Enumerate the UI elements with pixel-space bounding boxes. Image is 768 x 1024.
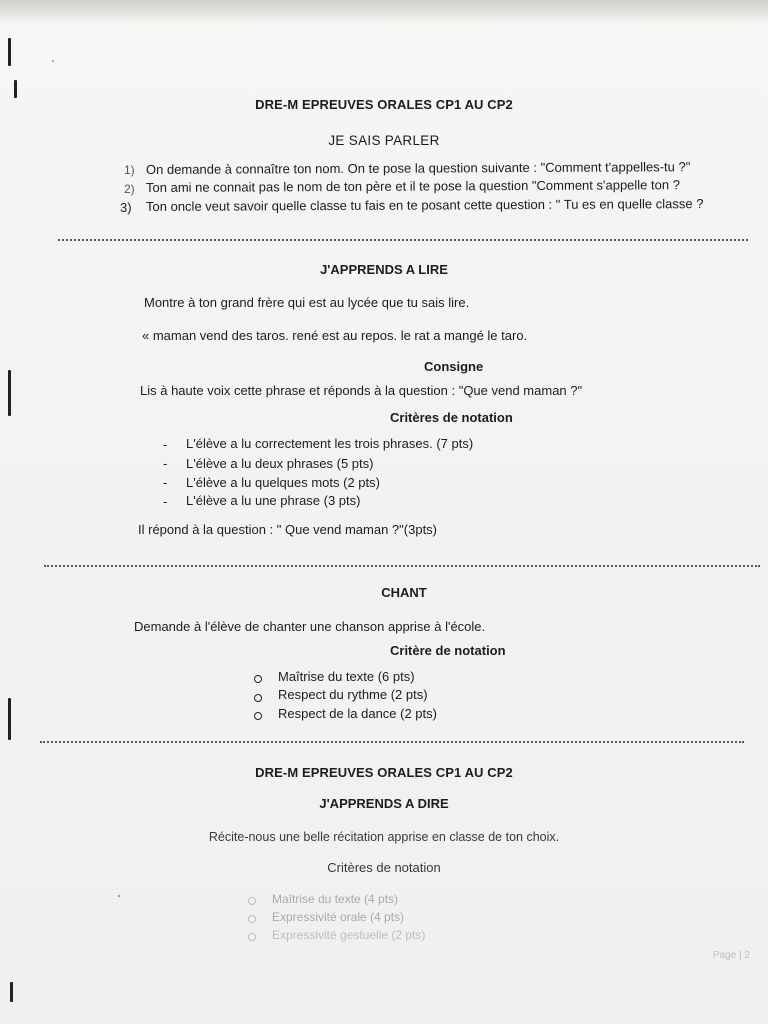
dire-criteria-item: Expressivité gestuelle (2 pts) (272, 928, 426, 942)
section-divider (58, 239, 748, 241)
question-line: Il répond à la question : " Que vend maman ?"(3pts) (138, 522, 438, 537)
dash-bullet: - (163, 494, 168, 509)
question-item: Ton oncle veut savoir quelle classe tu fais en te posant cette question : " Tu es en quelle classe ? (145, 196, 704, 214)
scan-speck (118, 895, 120, 897)
scan-speck (52, 60, 54, 62)
dire-instruction: Récite-nous une belle récitation apprise en classe de ton choix. (208, 830, 560, 844)
question-item: Ton ami ne connait pas le nom de ton père et il te pose la question "Comment s'appelle ton ? (145, 177, 680, 195)
criteria-item: L'élève a lu une phrase (3 pts) (186, 493, 361, 508)
circle-bullet (248, 915, 256, 923)
circle-bullet (254, 712, 262, 720)
criteria-item: L'élève a lu deux phrases (5 pts) (186, 456, 374, 471)
dash-bullet: - (163, 475, 168, 490)
dire-criteria-item: Maîtrise du texte (4 pts) (272, 892, 399, 906)
scan-mark (8, 38, 11, 66)
scan-mark (14, 80, 17, 98)
chant-criteria-title: Critère de notation (390, 643, 506, 658)
section-divider (44, 565, 760, 567)
chant-instruction: Demande à l'élève de chanter une chanson apprise à l'école. (134, 619, 486, 634)
item-number: 2) (124, 182, 135, 196)
dire-criteria-title: Critères de notation (327, 860, 441, 875)
criteria-title: Critères de notation (390, 410, 513, 425)
scan-mark (8, 370, 11, 416)
scan-mark (8, 698, 11, 740)
criteria-item: L'élève a lu correctement les trois phrases. (7 pts) (186, 436, 474, 451)
page-top-shadow (0, 0, 768, 24)
chant-criteria-item: Maîtrise du texte (6 pts) (278, 669, 415, 684)
second-document-title: DRE-M EPREUVES ORALES CP1 AU CP2 (255, 765, 513, 780)
document-title: DRE-M EPREUVES ORALES CP1 AU CP2 (255, 97, 513, 112)
section-title-je-sais-parler: JE SAIS PARLER (328, 133, 440, 148)
question-item: On demande à connaître ton nom. On te pose la question suivante : "Comment t'appelles-tu ?" (145, 159, 691, 177)
chant-criteria-item: Respect de la dance (2 pts) (278, 706, 437, 721)
item-number: 3) (120, 200, 132, 215)
chant-criteria-item: Respect du rythme (2 pts) (278, 687, 428, 702)
lire-intro: Montre à ton grand frère qui est au lycée que tu sais lire. (144, 295, 470, 310)
section-title-chant: CHANT (381, 585, 427, 600)
criteria-item: L'élève a lu quelques mots (2 pts) (186, 475, 380, 490)
section-title-lire: J'APPRENDS A LIRE (320, 262, 448, 277)
section-divider (40, 741, 744, 743)
scan-mark (10, 982, 13, 1002)
item-number: 1) (124, 163, 135, 177)
dash-bullet: - (163, 456, 168, 471)
consigne-title: Consigne (424, 359, 484, 374)
circle-bullet (254, 694, 262, 702)
circle-bullet (248, 897, 256, 905)
page-number: Page | 2 (712, 950, 750, 961)
dire-criteria-item: Expressivité orale (4 pts) (272, 910, 405, 924)
circle-bullet (248, 933, 256, 941)
reading-phrase: « maman vend des taros. rené est au repos. le rat a mangé le taro. (142, 328, 528, 343)
section-title-dire: J'APPRENDS A DIRE (319, 796, 449, 811)
dash-bullet: - (163, 437, 168, 452)
circle-bullet (254, 675, 262, 683)
consigne-text: Lis à haute voix cette phrase et réponds à la question : "Que vend maman ?" (140, 383, 583, 398)
